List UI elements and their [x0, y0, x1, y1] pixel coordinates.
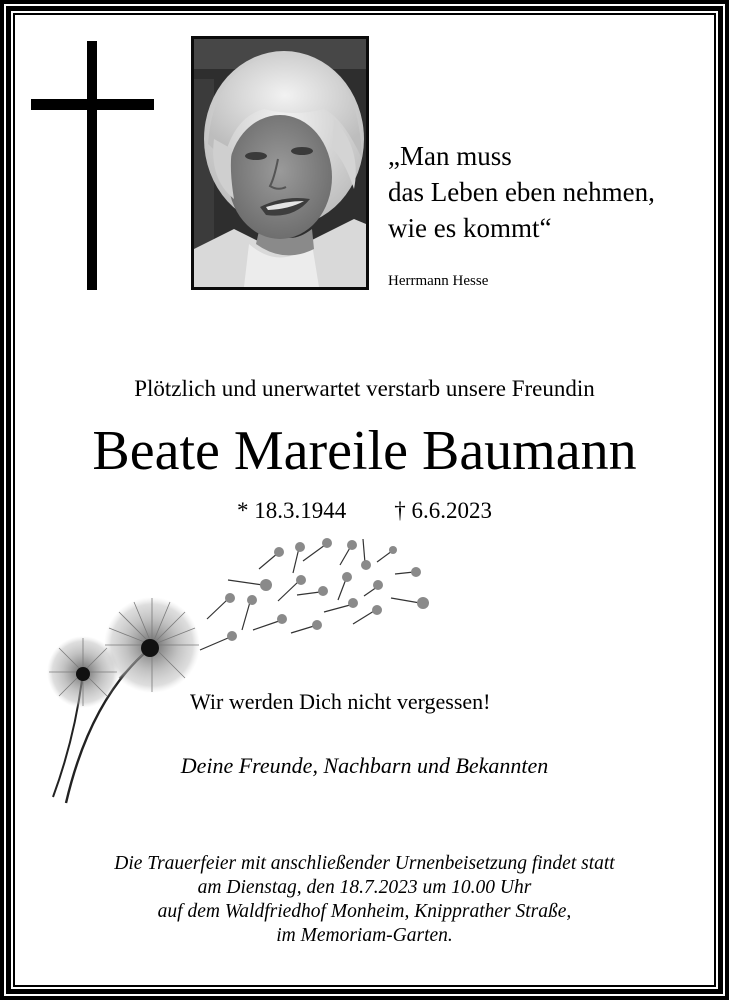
quote-line: das Leben eben nehmen,	[388, 177, 655, 207]
signoff-text	[0, 752, 729, 780]
deceased-name: Beate Mareile Baumann	[92, 420, 637, 482]
cross-vertical-bar	[87, 41, 97, 290]
farewell-text: Wir werden Dich nicht vergessen!	[190, 689, 491, 714]
signoff-label: Deine Freunde, Nachbarn und Bekannten	[180, 753, 549, 778]
intro-text: Plötzlich und unerwartet verstarb unsere Freundin	[134, 376, 595, 401]
cross-horizontal-bar	[31, 99, 154, 110]
quote-line: „Man muss	[388, 141, 512, 171]
funeral-line: auf dem Waldfriedhof Monheim, Knipprather Straße,	[157, 901, 572, 922]
life-dates	[0, 496, 729, 526]
death-date: † 6.6.2023	[394, 498, 492, 523]
portrait-image	[194, 39, 366, 287]
quote-author: Herrmann Hesse	[388, 273, 489, 289]
funeral-line: am Dienstag, den 18.7.2023 um 10.00 Uhr	[197, 877, 532, 898]
quote-line: wie es kommt“	[388, 213, 552, 243]
quote	[388, 138, 655, 246]
funeral-line: im Memoriam-Garten.	[276, 925, 453, 946]
funeral-line: Die Trauerfeier mit anschließender Urnenbeisetzung findet statt	[114, 853, 615, 874]
funeral-details	[0, 852, 729, 948]
birth-date: * 18.3.1944	[237, 498, 347, 523]
portrait-photo	[191, 36, 369, 290]
